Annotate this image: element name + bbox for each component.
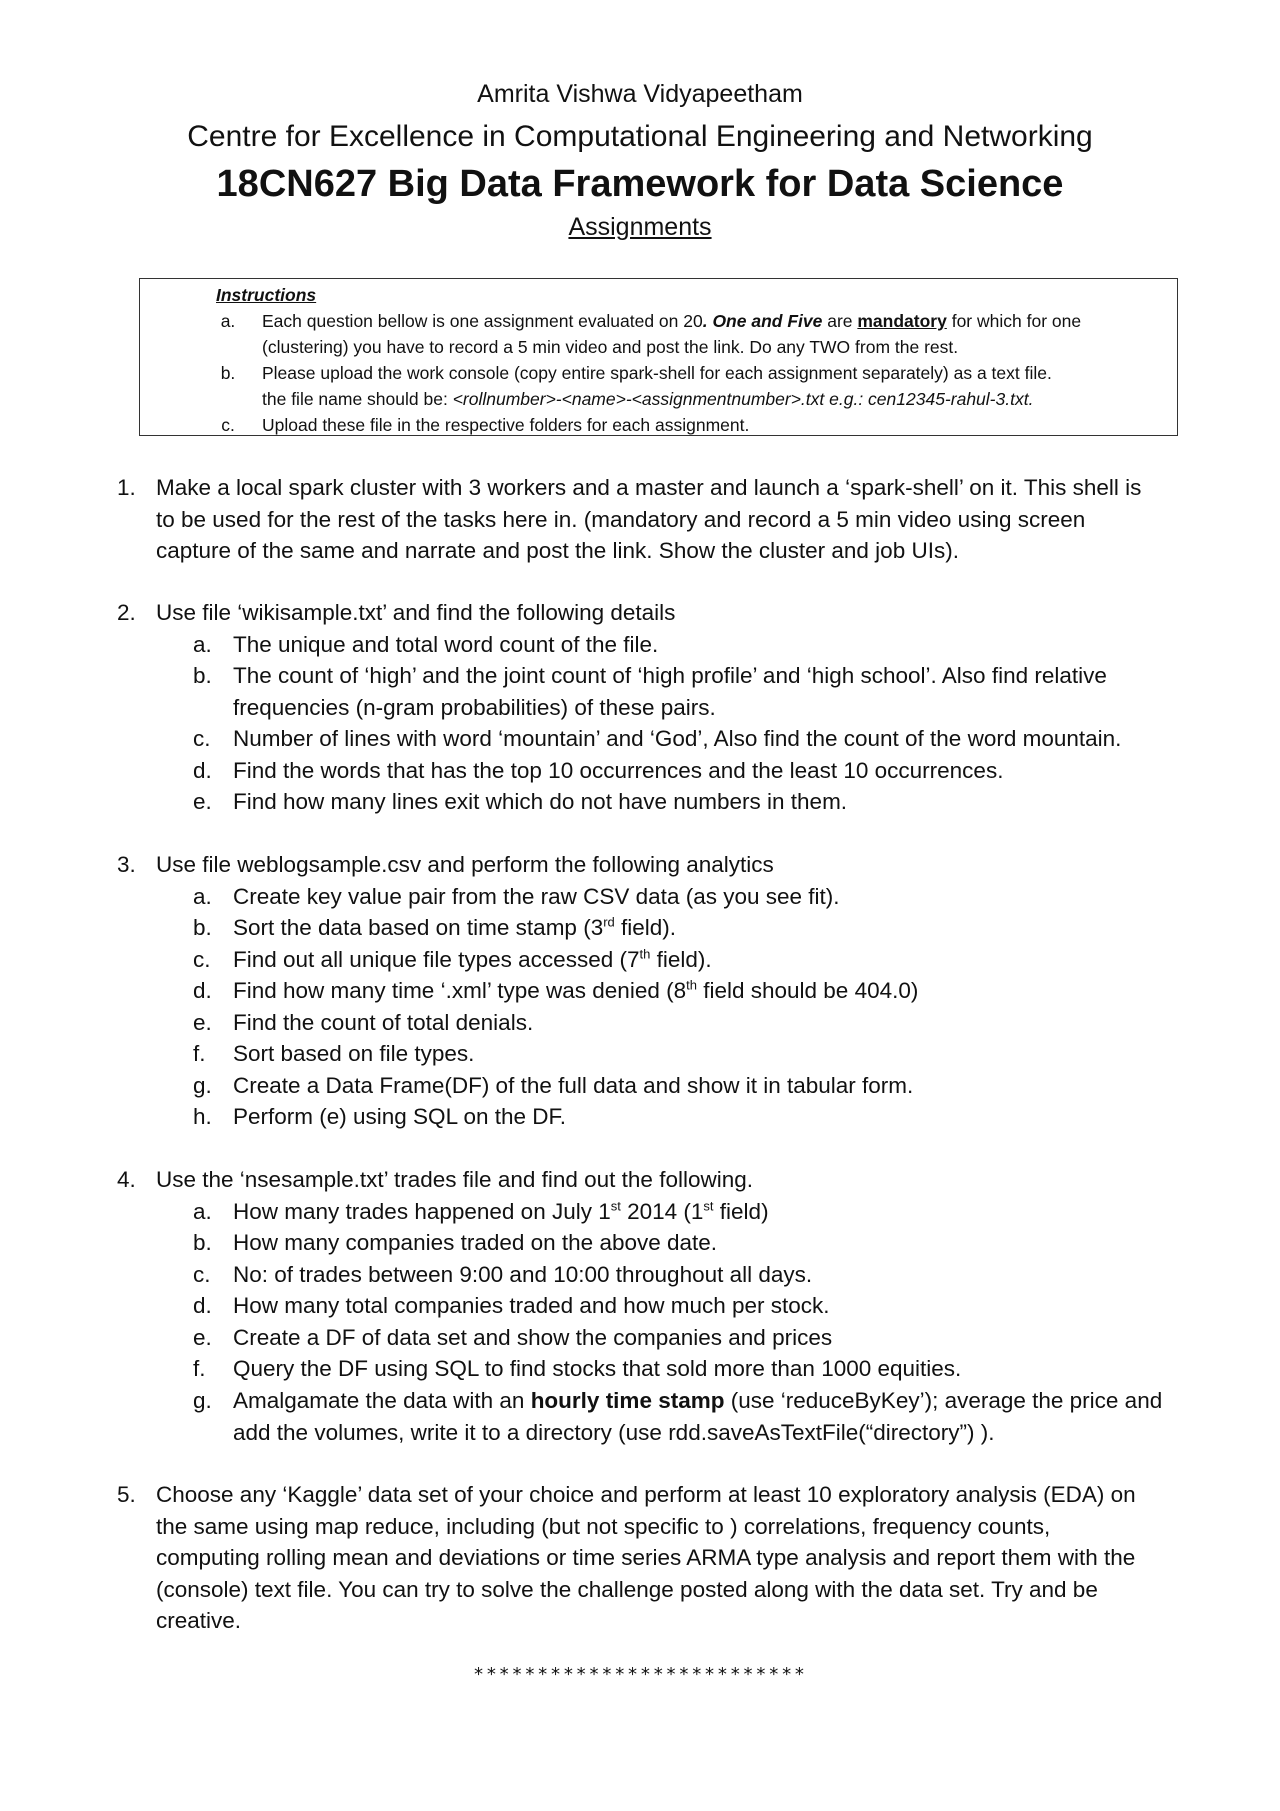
instruction-text: Each question bellow is one assignment evaluated on 20. One and Five are mandatory for which for one (clustering) you have to record a 5 min video and post the link. Do any TWO from the rest. [262,311,1082,357]
question-number: 2. [117,600,136,625]
instruction-marker: c. [221,415,235,435]
question-text: Choose any ‘Kaggle’ data set of your choice and perform at least 10 exploratory analysis (EDA) on the same using map reduce, including (but not specific to ) correlations, frequency counts, computing rolling mean and deviations or time series ARMA type analysis and report them with the (console) text file. You can try to solve the challenge posted along with the data set. Try and be creative. [156,1482,1136,1633]
page-subtitle: Assignments [568,213,712,241]
question-number: 3. [117,852,136,877]
question-text: Make a local spark cluster with 3 workers and a master and launch a ‘spark-shell’ on it. This shell is to be used for the rest of the tasks here in. (mandatory and record a 5 min video using screen capture of the same and narrate and post the link. Show the cluster and job UIs). [156,475,1142,563]
instruction-item [140,412,1179,438]
instruction-item [140,308,1179,360]
question-text: Use file ‘wikisample.txt’ and find the following details [156,600,676,625]
instructions-box [139,278,1178,436]
instruction-marker: b. [220,363,236,383]
centre-name: Centre for Excellence in Computational Engineering and Networking [187,120,1093,153]
instructions-title: Instructions [216,285,317,305]
instruction-text: Upload these file in the respective folders for each assignment. [262,415,750,435]
instruction-item [140,360,1179,412]
question-number: 5. [117,1482,136,1507]
footer-divider: ************************** [473,1664,807,1685]
document-page: Amrita Vishwa Vidyapeetham Centre for Excellence in Computational Engineering and Networking 18CN627 Big Data Framework for Data Science Assignments Instructions a. Each question bellow is one assignment evaluated on 20. One and Five are mandatory for which for one (clustering) you have to record a 5 min video and post the link. Do any TWO from the rest. b. Please upload the work console (copy entire spark-shell for each assignment separately) as a text file. the file name should be: <rollnumber>-<name>-<assignmentnumber>.txt e.g.: cen12345-rahul-3.txt. c. Upload these file in the respective folders for each assignment. 1. Make a local spark cluster with 3 workers and a master and launch a ‘spark-shell’ on it. This shell is to be used for the rest of the tasks here in. (mandatory and record a 5 min video using screen capture of the same and narrate and post the link. Show the cluster and job UIs). 2. Use file ‘wikisample.txt’ and find the following details a. The unique and total word count of the file. b. The count of ‘high’ and the joint count of ‘high profile’ and ‘high school’. Also find relative frequencies (n-gram probabilities) of these pairs. c. Number of lines with word ‘mountain’ and ‘God’, Also find the count of the word mountain. d. Find the words that has the top 10 occurrences and the least 10 occurrences. e. Find how many lines exit which do not have numbers in them. 3. Use file weblogsample.csv and perform the following analytics a. Create key value pair from the raw CSV data (as you see fit). b. Sort the data based on time stamp (3rd field). c. Find out all unique file types accessed (7th field). d. Find how many time ‘.xml’ type was denied (8th field should be 404.0) e. Find the count of total denials. f. Sort based on file types. g. Create a Data Frame(DF) of the full data and show it in tabular form. h. Perform (e) using SQL on the DF. 4. Use the ‘nsesample.txt’ trades file and find out the following. a. How many trades happened on July 1st 2014 (1st field) b. How many companies traded on the above date. c. No: of trades between 9:00 and 10:00 throughout all days. d. How many total companies traded and how much per stock. e. Create a DF of data set and show the companies and prices f. Query the DF using SQL to find stocks that sold more than 1000 equities. g. Amalgamate the data with an hourly time stamp (use ‘reduceByKey’); average the price and add the volumes, write it to a directory (use rdd.saveAsTextFile(“directory”) ). 5. Choose any ‘Kaggle’ data set of your choice and perform at least 10 exploratory analysis (EDA) on the same using map reduce, including (but not specific to ) correlations, frequency counts, computing rolling mean and deviations or time series ARMA type analysis and report them with the (console) text file. You can try to solve the challenge posted along with the data set. Try and be creative. ************************** [0,0,1280,1811]
instruction-text: Please upload the work console (copy entire spark-shell for each assignment separately) as a text file. the file name should be: <rollnumber>-<name>-<assignmentnumber>.txt e.g.: cen12345-rahul-3.txt. [262,363,1052,409]
question-text: Use file weblogsample.csv and perform the following analytics [156,852,774,877]
question-number: 4. [117,1167,136,1192]
question-text: Use the ‘nsesample.txt’ trades file and find out the following. [156,1167,753,1192]
instruction-marker: a. [220,311,236,331]
question-number: 1. [117,475,136,500]
institution-name: Amrita Vishwa Vidyapeetham [477,80,803,108]
course-title: 18CN627 Big Data Framework for Data Science [216,163,1064,205]
